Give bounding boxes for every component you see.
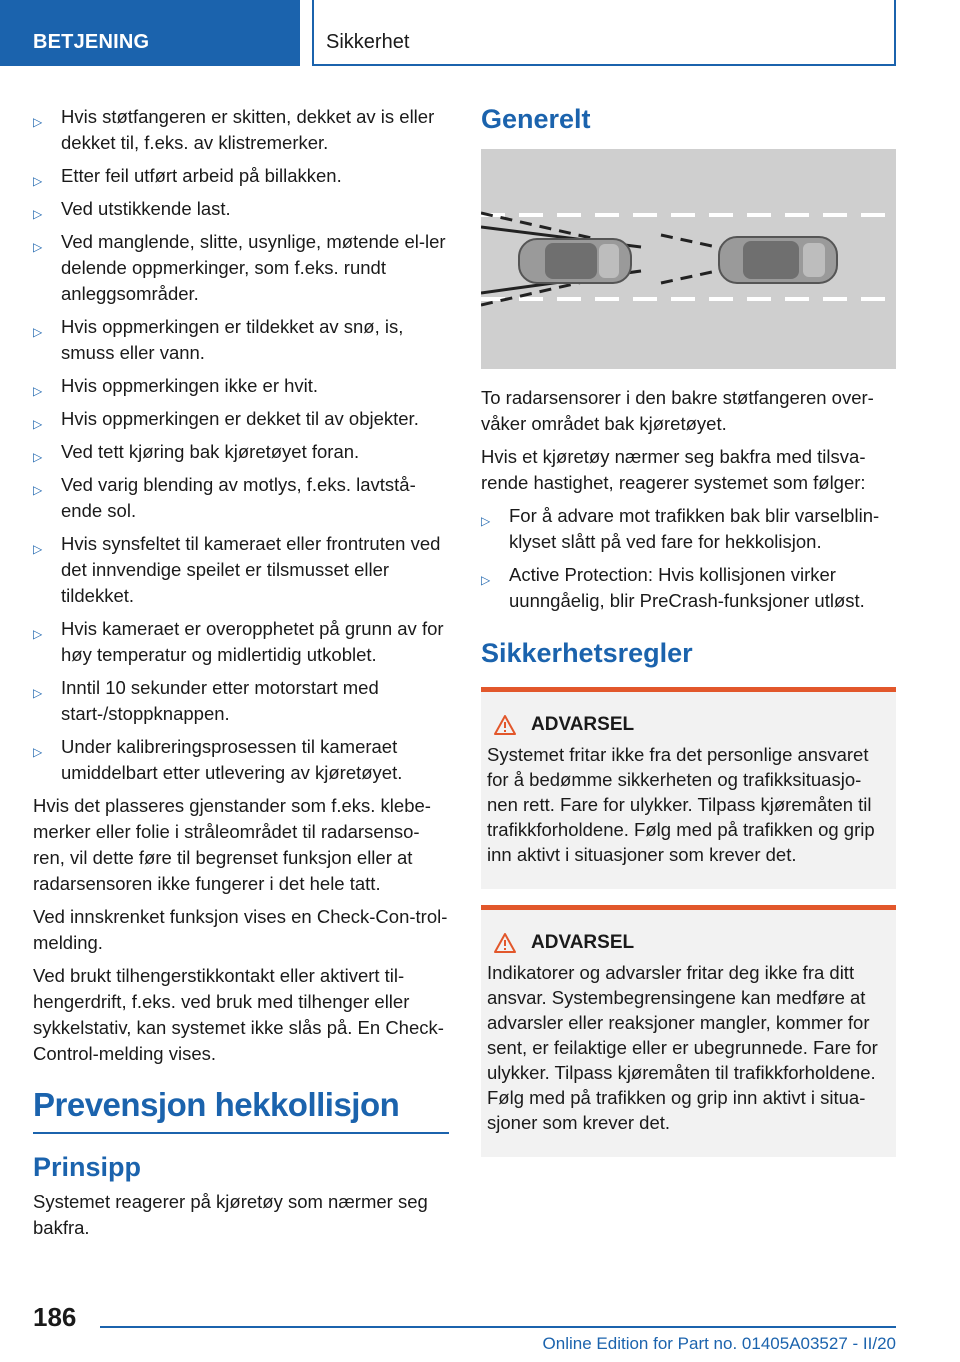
section-label: Sikkerhet	[312, 0, 896, 66]
list-item: ▷ Hvis støtfangeren er skitten, dekket av is eller dekket til, f.eks. av klistremerker.	[33, 106, 435, 153]
list-item: ▷ Ved varig blending av motlys, f.eks. lavtstå-ende sol.	[33, 474, 416, 521]
triangle-bullet-icon: ▷	[33, 686, 43, 700]
list-item: ▷ For å advare mot trafikken bak blir varselblin-klyset slått på ved fare for hekkolisjon.	[481, 505, 880, 552]
triangle-bullet-icon: ▷	[33, 325, 43, 339]
warning-text: Systemet fritar ikke fra det personlige ansvaret for å bedømme sikkerheten og trafikksituasjo-nen rett. Fare for ulykker. Tilpass kjøremåten til trafikkforholdene. Følg med på trafikken og grip inn aktivt i situasjoner som krever det.	[487, 744, 875, 865]
page-header	[0, 0, 960, 66]
triangle-bullet-icon: ▷	[33, 384, 43, 398]
triangle-bullet-icon: ▷	[33, 450, 43, 464]
paragraph: Ved innskrenket funksjon vises en Check-Con-trol-melding.	[33, 906, 448, 953]
list-item: ▷ Etter feil utført arbeid på billakken.	[33, 163, 449, 189]
car-radar-illustration	[481, 149, 896, 369]
warning-box	[481, 687, 896, 889]
list-item: ▷ Ved tett kjøring bak kjøretøyet foran.	[33, 439, 449, 465]
triangle-bullet-icon: ▷	[33, 542, 43, 556]
triangle-bullet-icon: ▷	[33, 240, 43, 254]
chapter-label: BETJENING	[0, 0, 300, 66]
triangle-bullet-icon: ▷	[33, 483, 43, 497]
warning-box	[481, 905, 896, 1157]
triangle-bullet-icon: ▷	[481, 514, 491, 528]
section-heading: Prinsipp	[33, 1152, 142, 1182]
triangle-bullet-icon: ▷	[33, 115, 43, 129]
limitation-list	[33, 104, 449, 786]
list-item: ▷ Hvis oppmerkingen ikke er hvit.	[33, 373, 449, 399]
paragraph: To radarsensorer i den bakre støtfangeren over-våker området bak kjøretøyet.	[481, 387, 874, 434]
triangle-bullet-icon: ▷	[33, 745, 43, 759]
paragraph: Ved brukt tilhengerstikkontakt eller aktivert til-hengerdrift, f.eks. ved bruk med tilhenger eller sykkelstativ, kan systemet ikke slås på. En Check-Control-melding vises.	[33, 965, 444, 1064]
ego-car-icon	[719, 237, 837, 283]
warning-title: ADVARSEL	[531, 714, 635, 735]
section-heading: Sikkerhetsregler	[481, 638, 693, 668]
list-item: ▷ Ved utstikkende last.	[33, 196, 449, 222]
list-item: ▷ Active Protection: Hvis kollisjonen virker uunngåelig, blir PreCrash-funksjoner utløst.	[481, 564, 865, 611]
list-item: ▷ Under kalibreringsprosessen til kameraet umiddelbart etter utlevering av kjøretøyet.	[33, 736, 403, 783]
paragraph: Systemet reagerer på kjøretøy som nærmer seg bakfra.	[33, 1191, 428, 1238]
warning-triangle-icon	[493, 714, 517, 736]
following-car-icon	[519, 239, 631, 283]
footer-divider	[100, 1326, 896, 1328]
paragraph: Hvis det plasseres gjenstander som f.eks. klebe-merker eller folie i stråleområdet til radarsenso-ren, vil dette føre til begrenset funksjon eller at radarsensoren ikke fungerer i det hele tatt.	[33, 795, 431, 894]
paragraph: Hvis et kjøretøy nærmer seg bakfra med tilsva-rende hastighet, reagerer systemet som følger:	[481, 446, 866, 493]
warning-triangle-icon	[493, 932, 517, 954]
list-item: ▷ Hvis kameraet er overopphetet på grunn av for høy temperatur og midlertidig utkoblet.	[33, 618, 444, 665]
triangle-bullet-icon: ▷	[33, 174, 43, 188]
warning-title: ADVARSEL	[531, 932, 635, 953]
reaction-list	[481, 503, 896, 614]
warning-text: Indikatorer og advarsler fritar deg ikke fra ditt ansvar. Systembegrensingene kan medføre at advarsler eller reaksjoner mangler, kommer for sent, er feilaktige eller er ubegrunnede. Fare for ulykker. Tilpass kjøremåten til trafikkforholdene. Følg med på trafikken og grip inn aktivt i situa-sjoner som krever det.	[487, 962, 878, 1133]
triangle-bullet-icon: ▷	[33, 417, 43, 431]
triangle-bullet-icon: ▷	[33, 207, 43, 221]
left-column	[33, 104, 449, 1248]
page-number: 186	[33, 1302, 77, 1332]
list-item: ▷ Hvis oppmerkingen er tildekket av snø, is, smuss eller vann.	[33, 316, 404, 363]
triangle-bullet-icon: ▷	[481, 573, 491, 587]
list-item: ▷ Ved manglende, slitte, usynlige, møtende el-ler delende oppmerkinger, som f.eks. rundt anleggsområder.	[33, 231, 446, 304]
chapter-heading: Prevensjon hekkollisjon	[33, 1074, 449, 1134]
section-heading: Generelt	[481, 104, 591, 134]
right-column	[481, 104, 896, 1173]
list-item: ▷ Inntil 10 sekunder etter motorstart med start-/stoppknappen.	[33, 677, 379, 724]
triangle-bullet-icon: ▷	[33, 627, 43, 641]
edition-link[interactable]: Online Edition for Part no. 01405A03527 - II/20	[542, 1334, 896, 1353]
list-item: ▷ Hvis oppmerkingen er dekket til av objekter.	[33, 406, 449, 432]
list-item: ▷ Hvis synsfeltet til kameraet eller frontruten ved det innvendige speilet er tilsmusset eller tildekket.	[33, 533, 441, 606]
